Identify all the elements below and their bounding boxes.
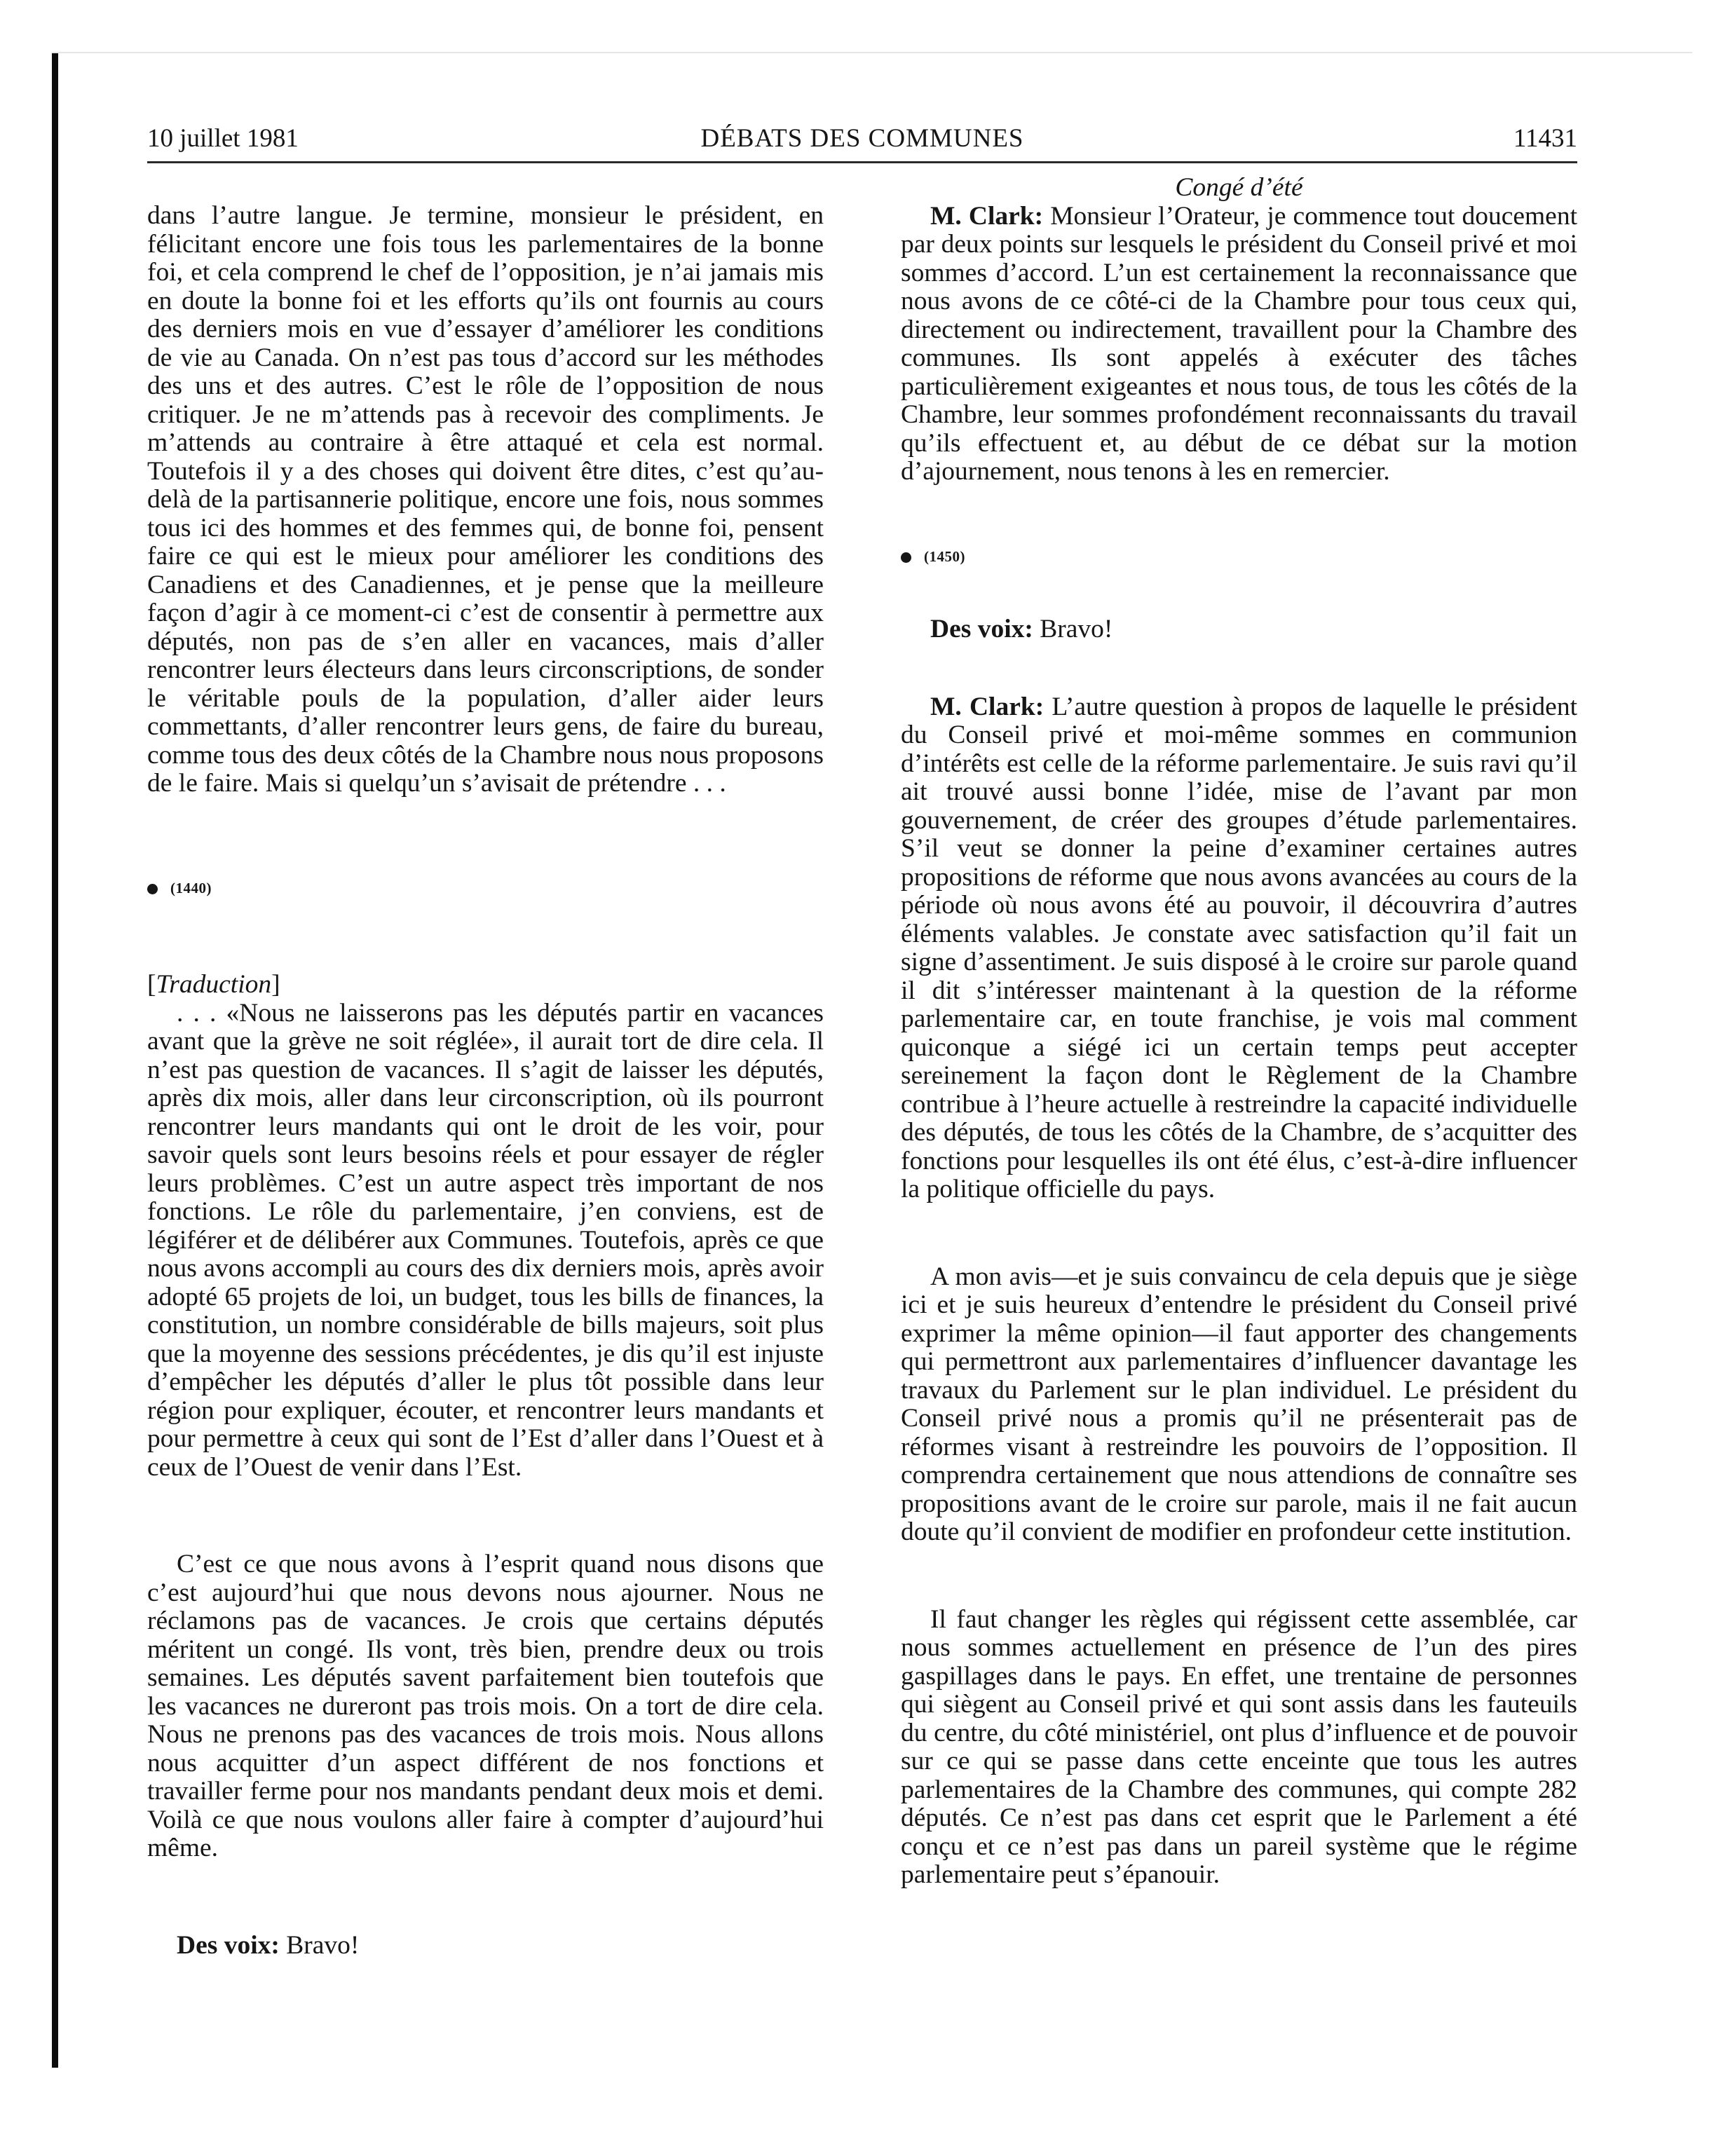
time-marker-1450 [901,543,1577,571]
left-voices [147,1932,824,1960]
left-paragraph-3: C’est ce que nous avons à l’esprit quand nous disons que c’est aujourd’hui que nous devons nous ajourner. Nous ne réclamons pas de vacances. Je crois que certains députés méritent un congé. Ils vont, très bien, prendre deux ou trois semaines. Les députés savent parfaitement bien toutefois que les vacances ne dureront pas trois mois. On a tort de dire cela. Nous ne prenons pas des vacances de trois mois. Nous allons nous acquitter d’un aspect différent de nos fonctions et travailler ferme pour nos mandants pendant deux mois et demi. Voilà ce que nous voulons aller faire à compter d’aujourd’hui même. [147,1550,824,1862]
header-title: DÉBATS DES COMMUNES [700,124,1024,153]
right-paragraph-2 [901,693,1577,1204]
speaker-name: Des voix: [177,1930,280,1960]
speech-text: Bravo! [279,1930,360,1960]
document-page [147,119,1577,2012]
traduction-note [147,971,824,999]
right-paragraph-3: A mon avis—et je suis convaincu de cela depuis que je siège ici et je suis heureux d’entendre le président du Conseil privé exprimer la même opinion—il faut apporter des changements qui permettront aux parlementaires d’influencer davantage les travaux du Parlement sur le plan individuel. Le président du Conseil privé nous a promis qu’il ne présenterait pas de réformes visant à restreindre les pouvoirs de l’opposition. Il comprendra certainement que nous attendions de connaître ses propositions avant de le croire sur parole, mais il ne fait aucun doute qu’il convient de modifier en profondeur cette institution. [901,1262,1577,1546]
bracket-open: [ [147,970,156,999]
page-number: 11431 [1513,124,1577,153]
right-paragraph-4: Il faut changer les règles qui régissent cette assemblée, car nous sommes actuellement en présence de l’un des pires gaspillages dans le pays. En effet, une trentaine de personnes qui siègent au Conseil privé et qui sont assis dans les fauteuils du centre, du côté ministériel, ont plus d’influence et de pouvoir sur ce qui se passe dans cette enceinte que tous les autres parlementaires de la Chambre des communes, qui compte 282 députés. Ce n’est pas dans cet esprit que le Parlement a été conçu et ce n’est pas dans un pareil système que le régime parlementaire peut s’épanouir. [901,1604,1577,1889]
scan-edge [52,52,58,2068]
bracket-close: ] [271,970,280,999]
speech-text: L’autre question à propos de laquelle le président du Conseil privé et moi-même sommes en communion d’intérêts est celle de la réforme parlementaire. Je suis ravi qu’il ait trouvé aussi bonne l’idée, mise de l’avant par mon gouvernement, de créer des groupes d’étude parlementaires. S’il veut se donner la peine d’examiner certaines autres propositions de réforme que nous avons avancées au cours de la période où nous avons été au pouvoir, il découvrira d’autres éléments valables. Je constate avec satisfaction qu’il fait un signe d’assentiment. Je suis disposé à le croire sur parole quand il dit s’intéresser maintenant à la question de la réforme parlementaire car, en toute franchise, je vois mal comment quiconque a siégé ici un certain temps peut accepter sereinement la façon dont le Règlement de la Chambre contribue à l’heure actuelle à restreindre la capacité individuelle des députés, de tous les côtés de la Chambre, de s’acquitter des fonctions pour lesquelles ils ont été élus, c’est-à-dire influencer la politique officielle du pays. [901,692,1577,1203]
header-date: 10 juillet 1981 [147,124,299,153]
right-column [901,174,1577,1890]
speech-text: Bravo! [1033,615,1113,643]
bullet-icon [901,552,911,563]
speaker-name: Des voix: [930,615,1033,643]
speaker-name: M. Clark: [930,692,1045,721]
right-paragraph-1 [901,203,1577,486]
right-voices [901,615,1577,644]
traduction-label: Traduction [156,970,272,999]
speech-text: Monsieur l’Orateur, je commence tout doucement par deux points sur lesquels le président du Conseil privé et moi sommes d’accord. L’un est certainement la reconnaissance que nous avons de ce côté-ci de la Chambre pour tous ceux qui, directement ou indirectement, travaillent pour la Chambre des communes. Ils sont appelés à exécuter des tâches particulièrement exigeantes et nous tous, de tous les côtés de la Chambre, leur sommes profondément reconnaissants du travail qu’ils effectuent et, au début de ce débat sur la motion d’ajournement, nous tenons à les en remercier. [901,201,1577,486]
header-rule [147,161,1577,163]
section-title: Congé d’été [1175,173,1303,202]
time-marker-label: (1450) [924,547,965,565]
left-paragraph-1: dans l’autre langue. Je termine, monsieur le président, en félicitant encore une fois tous les parlementaires de la bonne foi, et cela comprend le chef de l’opposition, je n’ai jamais mis en doute la bonne foi et les efforts qu’ils ont fournis au cours des derniers mois en vue d’essayer d’améliorer les conditions de vie au Canada. On n’est pas tous d’accord sur les méthodes des uns et des autres. C’est le rôle de l’opposition de nous critiquer. Je ne m’attends pas à recevoir des compliments. Je m’attends au contraire à être attaqué et cela est normal. Toutefois il y a des choses qui doivent être dites, c’est qu’au-delà de la partisannerie politique, encore une fois, nous sommes tous ici des hommes et des femmes qui, de bonne foi, pensent faire ce qui est le mieux pour améliorer les conditions des Canadiens et des Canadiennes, et je pense que la meilleure façon d’agir à ce moment-ci c’est de consentir à permettre aux députés, non pas de s’en aller en vacances, mais d’aller rencontrer leurs électeurs dans leurs circonscriptions, de sonder le véritable pouls de la population, d’aller aider leurs commettants, d’aller rencontrer leurs gens, de faire du bureau, comme tous des deux côtés de la Chambre nous nous proposons de le faire. Mais si quelqu’un s’avisait de prétendre . . . [147,201,824,798]
time-marker-label: (1440) [170,879,212,896]
bullet-icon [147,884,158,894]
speaker-name: M. Clark: [930,201,1044,231]
time-marker-1440 [147,874,824,903]
page-header [147,119,1577,158]
left-column [147,202,824,1960]
left-paragraph-2: . . . «Nous ne laisserons pas les députés partir en vacances avant que la grève ne soit réglée», il aurait tort de dire cela. Il n’est pas question de vacances. Il s’agit de laisser les députés, après dix mois, aller dans leur circonscription, où ils pourront rencontrer leurs mandants qui ont le droit de les voir, pour savoir quels sont leurs besoins réels et pour essayer de régler leurs problèmes. C’est un autre aspect très important de nos fonctions. Le rôle du parlementaire, j’en conviens, est de légiférer et de délibérer aux Communes. Toutefois, après ce que nous avons accompli au cours des dix derniers mois, après avoir adopté 65 projets de loi, un budget, tous les bills de finances, la constitution, un nombre considérable de bills majeurs, soit plus que la moyenne des sessions précédentes, je dis qu’il est injuste d’empêcher les députés d’aller le plus tôt possible dans leur région pour expliquer, écouter, et rencontrer leurs mandants et pour permettre à ceux qui sont de l’Est d’aller dans l’Ouest et à ceux de l’Ouest de venir dans l’Est. [147,998,824,1482]
scan-edge-top [52,52,1692,53]
